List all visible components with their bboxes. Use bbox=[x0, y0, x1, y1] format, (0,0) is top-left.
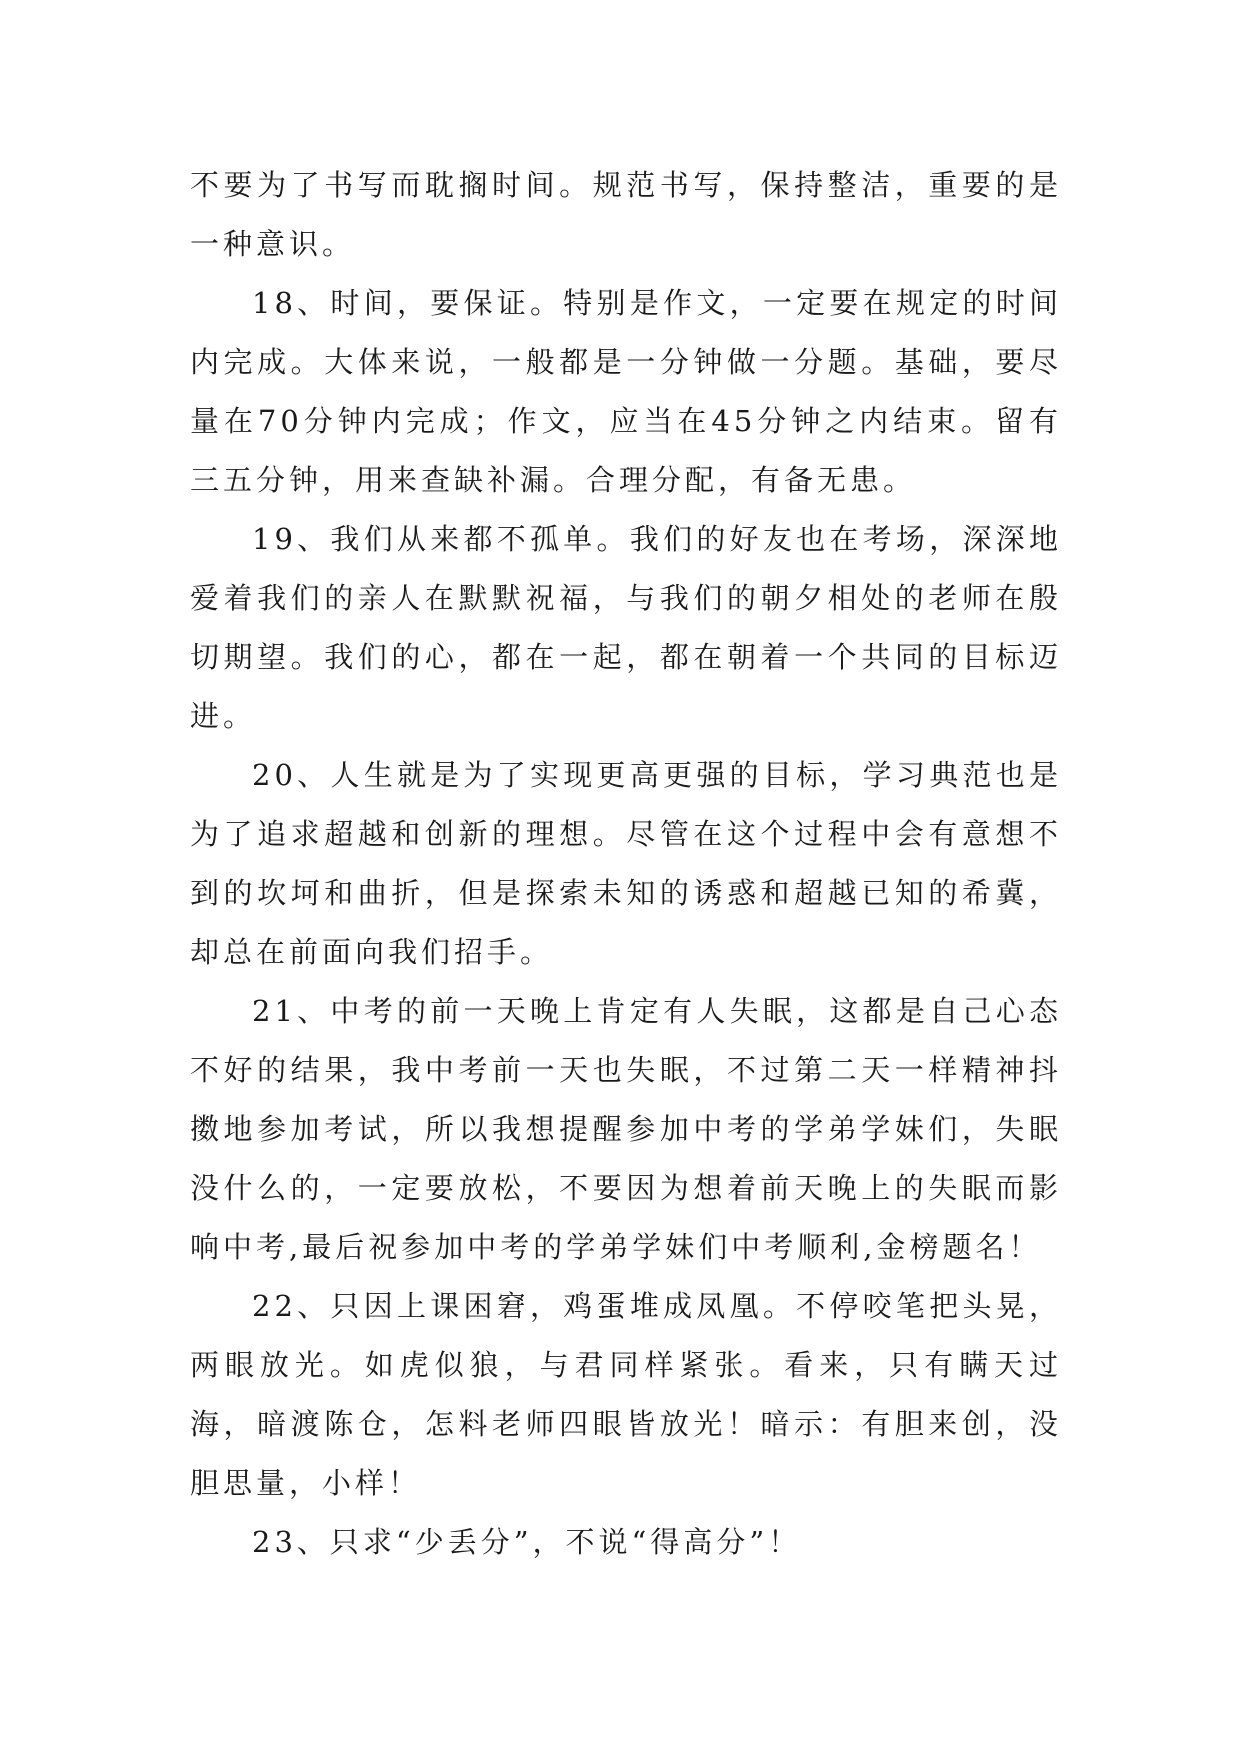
document-body bbox=[190, 156, 1062, 1572]
paragraph-continuation: 不要为了书写而耽搁时间。规范书写，保持整洁，重要的是一种意识。 bbox=[190, 168, 1062, 261]
paragraph-item-21: 21、中考的前一天晚上肯定有人失眠，这都是自己心态不好的结果，我中考前一天也失眠，不过第二天一样精神抖擞地参加考试，所以我想提醒参加中考的学弟学妹们，失眠没什么的，一定要放松，不要因为想着前天晚上的失眠而影响中考,最后祝参加中考的学弟学妹们中考顺利,金榜题名！ bbox=[190, 994, 1062, 1264]
paragraph-item-23: 23、只求“少丢分”，不说“得高分”！ bbox=[252, 1525, 802, 1559]
paragraph-item-18: 18、时间，要保证。特别是作文，一定要在规定的时间内完成。大体来说，一般都是一分钟做一分题。基础，要尽量在70分钟内完成；作文，应当在45分钟之内结束。留有三五分钟，用来查缺补漏。合理分配，有备无患。 bbox=[190, 286, 1062, 497]
paragraph-item-19: 19、我们从来都不孤单。我们的好友也在考场，深深地爱着我们的亲人在默默祝福，与我们的朝夕相处的老师在殷切期望。我们的心，都在一起，都在朝着一个共同的目标迈进。 bbox=[190, 522, 1062, 733]
paragraph-item-22: 22、只因上课困窘，鸡蛋堆成凤凰。不停咬笔把头晃，两眼放光。如虎似狼，与君同样紧张。看来，只有瞒天过海，暗渡陈仓，怎料老师四眼皆放光！暗示：有胆来创，没胆思量，小样！ bbox=[190, 1289, 1062, 1500]
paragraph-item-20: 20、人生就是为了实现更高更强的目标，学习典范也是为了追求超越和创新的理想。尽管在这个过程中会有意想不到的坎坷和曲折，但是探索未知的诱惑和超越已知的希冀，却总在前面向我们招手。 bbox=[190, 758, 1062, 969]
